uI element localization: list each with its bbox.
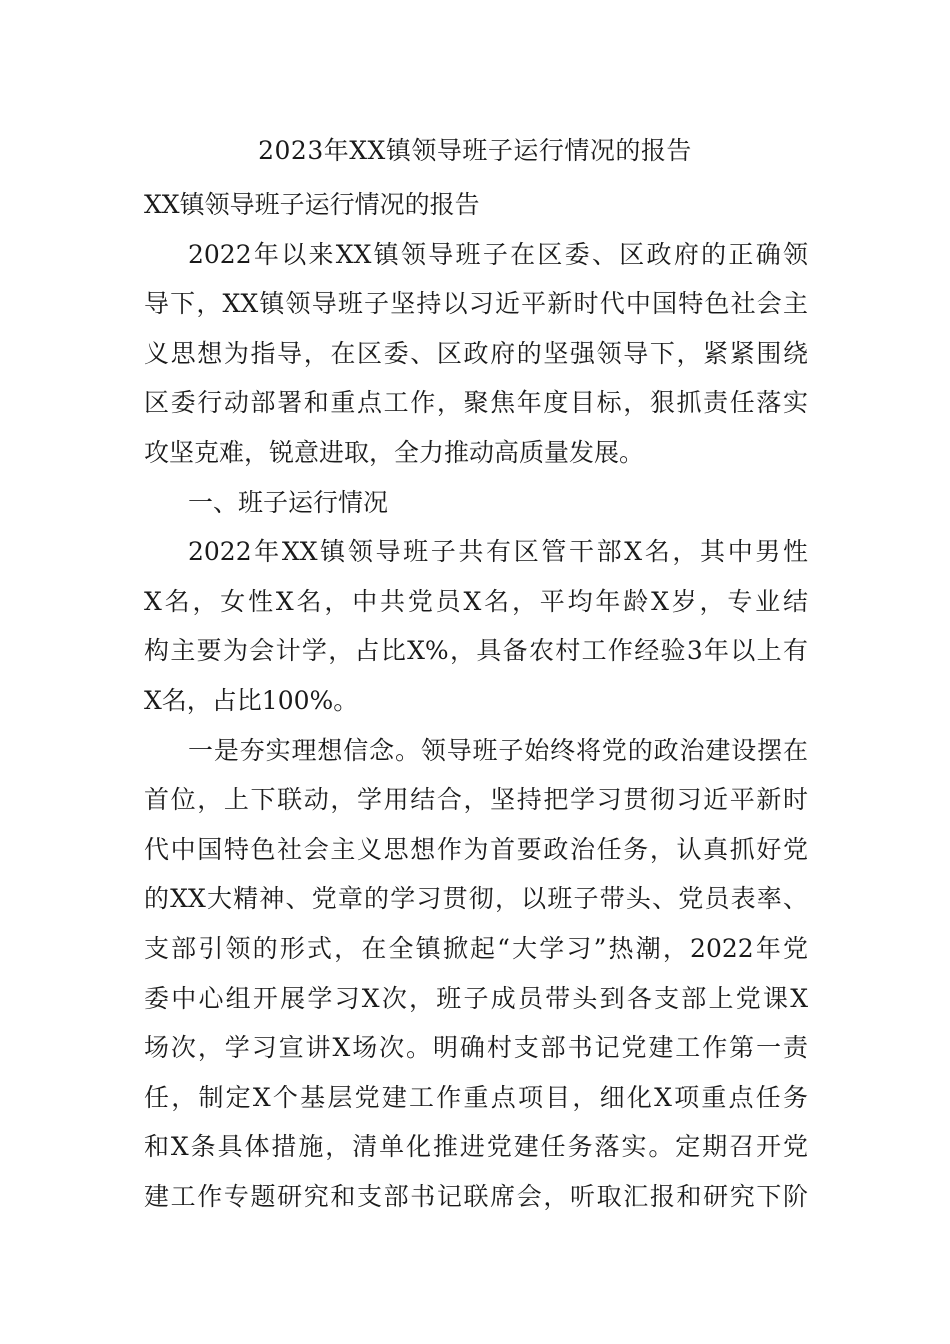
paragraph-line: 和X条具体措施，清单化推进党建任务落实。定期召开党 (144, 1132, 808, 1162)
paragraph-line: X名，占比100%。 (144, 685, 359, 715)
paragraph-line: 建工作专题研究和支部书记联席会，听取汇报和研究下阶 (144, 1181, 808, 1211)
paragraph-line: 攻坚克难，锐意进取，全力推动高质量发展。 (144, 437, 645, 467)
report-subtitle-line: XX镇领导班子运行情况的报告 (144, 190, 480, 219)
paragraph-line: 任，制定X个基层党建工作重点项目，细化X项重点任务 (144, 1082, 808, 1112)
paragraph-line: 区委行动部署和重点工作，聚焦年度目标，狠抓责任落实 (144, 388, 808, 418)
paragraph-line: X名，女性X名，中共党员X名，平均年龄X岁，专业结 (144, 586, 808, 616)
document-title: 2023年XX镇领导班子运行情况的报告 (258, 136, 692, 165)
paragraph-line: 2022年以来XX镇领导班子在区委、区政府的正确领 (188, 239, 808, 269)
section-heading: 一、班子运行情况 (188, 487, 389, 517)
paragraph-line: 场次，学习宣讲X场次。明确村支部书记党建工作第一责 (144, 1033, 808, 1063)
paragraph-line: 支部引领的形式，在全镇掀起“大学习”热潮，2022年党 (144, 933, 808, 963)
paragraph-line: 构主要为会计学，占比X%，具备农村工作经验3年以上有 (144, 636, 808, 666)
paragraph-line: 委中心组开展学习X次，班子成员带头到各支部上党课X (144, 983, 808, 1013)
document-body (144, 180, 808, 1221)
paragraph-line: 导下，XX镇领导班子坚持以习近平新时代中国特色社会主 (144, 289, 808, 319)
paragraph-line: 义思想为指导，在区委、区政府的坚强领导下，紧紧围绕 (144, 338, 808, 368)
paragraph-line: 2022年XX镇领导班子共有区管干部X名，其中男性 (188, 537, 808, 567)
paragraph-line: 首位，上下联动，学用结合，坚持把学习贯彻习近平新时 (144, 785, 808, 815)
paragraph-line: 的XX大精神、党章的学习贯彻，以班子带头、党员表率、 (144, 884, 808, 914)
paragraph-line: 一是夯实理想信念。领导班子始终将党的政治建设摆在 (188, 735, 808, 765)
paragraph-line: 代中国特色社会主义思想作为首要政治任务，认真抓好党 (144, 834, 808, 864)
